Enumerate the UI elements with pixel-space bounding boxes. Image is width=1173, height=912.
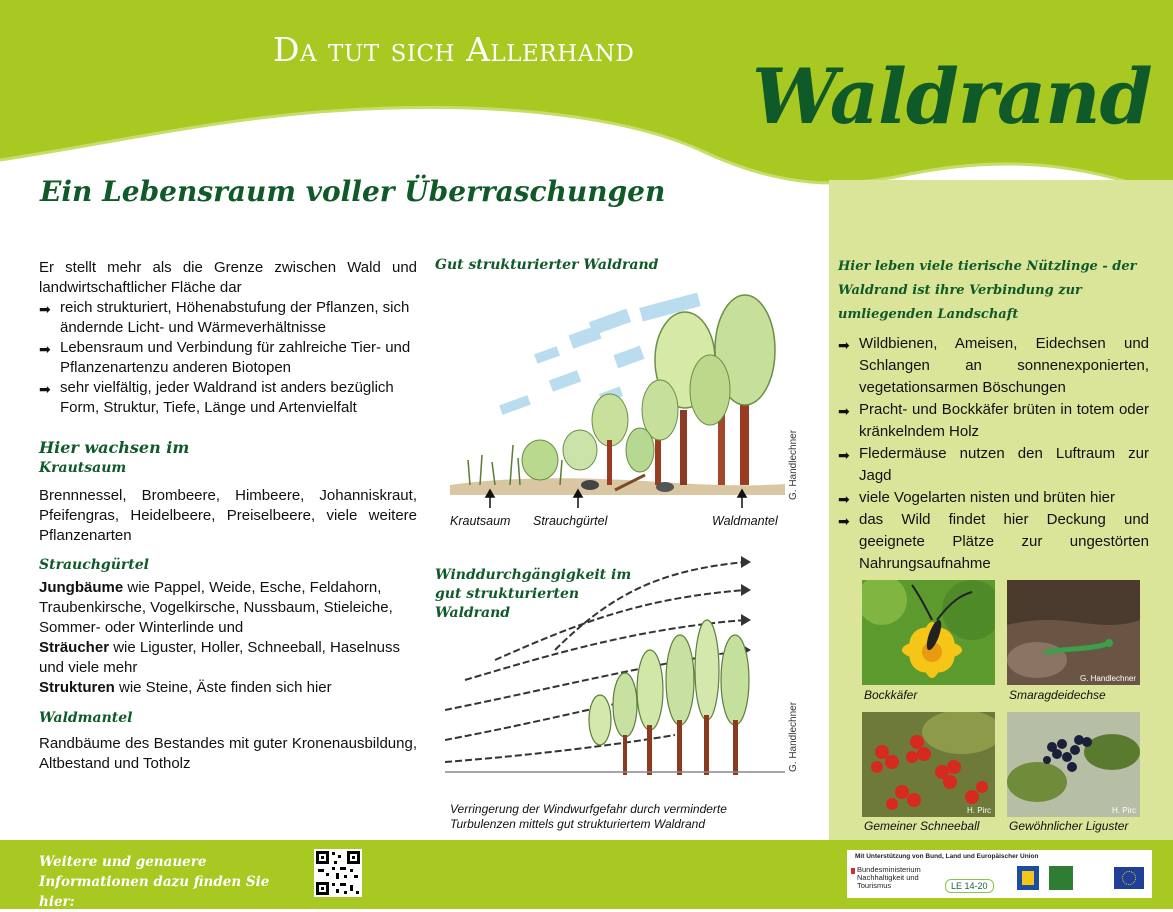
arrow-icon: ➡ [39, 381, 51, 397]
list-item: ➡ Fledermäuse nutzen den Luftraum zur Jagd [838, 445, 1149, 484]
list-item: ➡ viele Vogelarten nisten und brüten hier [838, 487, 1149, 509]
label-strauchguertel: Strauchgürtel [533, 514, 608, 528]
leader-logo-icon [1049, 866, 1073, 890]
krautsaum-text: Brennnessel, Brombeere, Himbeere, Johanniskraut, Pfeifengras, Heidelbeere, Preiselbeere, viele weitere Pflanzenarten [39, 487, 417, 544]
list-item: ➡ das Wild findet hier Deckung und geeignete Plätze zur ungestörten Nahrungsaufnahme [838, 511, 1149, 572]
caption-smaragdeidechse: Smaragdeidechse [1009, 688, 1106, 702]
wind-illustration [445, 550, 785, 780]
waldmantel-heading: Waldmantel [39, 710, 133, 726]
strauch-line: Sträucher wie Liguster, Holler, Schneeball, Haselnuss und viele mehr [39, 639, 401, 676]
arrow-icon: ➡ [838, 337, 850, 353]
photo-bockkaefer [862, 580, 995, 685]
right-heading: Hier leben viele tierische Nützlinge - der Waldrand ist ihre Verbindung zur umliegenden Landschaft [838, 259, 1137, 322]
page-title: Waldrand [752, 52, 1152, 141]
arrow-icon: ➡ [838, 403, 850, 419]
left-column [39, 258, 417, 774]
waldmantel-text: Randbäume des Bestandes mit guter Kronenausbildung, Altbestand und Totholz [39, 735, 417, 772]
photo-credit: H. Pirc [967, 806, 991, 815]
eu-fund-text [1079, 868, 1103, 890]
label-krautsaum: Krautsaum [450, 514, 511, 528]
illustration2-caption: Winddurchgängigkeit im gut strukturierten Waldrand [435, 567, 632, 621]
list-item: ➡ sehr vielfältig, jeder Waldrand ist anders bezüglich Form, Struktur, Tiefe, Länge und Artenvielfalt [39, 379, 394, 416]
list-item: ➡ Wildbienen, Ameisen, Eidechsen und Schlangen an sonnenexponierten, vegetationsarmen Böschungen [838, 335, 1149, 396]
krautsaum-heading: Krautsaum [39, 460, 127, 476]
arrow-icon: ➡ [39, 341, 51, 357]
header-kicker: Da tut sich Allerhand [273, 30, 635, 69]
intro-text: Er stellt mehr als die Grenze zwischen Wald und landwirtschaftlicher Fläche dar [39, 259, 417, 296]
qr-code-icon [314, 849, 362, 897]
photo-credit: G. Handlechner [1079, 674, 1136, 683]
sponsor-box [847, 850, 1152, 898]
arrow-icon: ➡ [838, 447, 850, 463]
intro-bullets [39, 298, 417, 418]
illustration2-credit: G. Handlechner [788, 701, 799, 772]
black-berries-image [1007, 712, 1140, 817]
list-item: ➡ Pracht- und Bockkäfer brüten in totem oder kränkelndem Holz [838, 401, 1149, 440]
strauch-text [39, 578, 417, 698]
right-bullets [838, 333, 1149, 575]
forest-edge-illustration [440, 290, 790, 510]
lower-austria-logo-icon [1017, 866, 1039, 890]
austria-flag-icon [851, 868, 855, 874]
arrow-icon: ➡ [39, 301, 51, 317]
strauch-line: Jungbäume wie Pappel, Weide, Esche, Feldahorn, Traubenkirsche, Vogelkirsche, Nussbaum, Stieleiche, Sommer- oder Winterlinde und [39, 579, 393, 636]
lizard-on-wood-image [1007, 580, 1140, 685]
list-item: ➡ Lebensraum und Verbindung für zahlreiche Tier- und Pflanzenartenzu anderen Biotopen [39, 339, 411, 376]
photo-liguster [1007, 712, 1140, 817]
ministry-logo: Bundesministerium Nachhaltigkeit und Tourismus [857, 865, 921, 890]
growth-heading: Hier wachsen im [39, 438, 190, 457]
list-item: ➡ reich strukturiert, Höhenabstufung der Pflanzen, sich ändernde Licht- und Wärmeverhältnisse [39, 299, 410, 336]
strauch-line: Strukturen wie Steine, Äste finden sich hier [39, 679, 332, 696]
main-heading: Ein Lebensraum voller Überraschungen [40, 175, 666, 208]
qr-code[interactable] [314, 849, 362, 897]
label-waldmantel: Waldmantel [712, 514, 778, 528]
red-berries-image [862, 712, 995, 817]
wind-note: Verringerung der Windwurfgefahr durch verminderte Turbulenzen mittels gut strukturiertem Waldrand [450, 802, 727, 831]
arrow-icon: ➡ [838, 491, 850, 507]
arrow-icon: ➡ [838, 513, 850, 529]
illustration1-credit: G. Handlechner [788, 429, 799, 500]
caption-bockkaefer: Bockkäfer [864, 688, 918, 702]
illustration1-caption: Gut strukturierter Waldrand [435, 257, 659, 273]
le-logo: LE 14-20 [945, 879, 994, 893]
caption-schneeball: Gemeiner Schneeball [864, 819, 980, 833]
photo-smaragdeidechse [1007, 580, 1140, 685]
photo-credit: H. Pirc [1112, 806, 1136, 815]
footer-info-text: Weitere und genauere Informationen dazu finden Sie hier: [39, 854, 270, 910]
photo-schneeball [862, 712, 995, 817]
beetle-on-flower-image [862, 580, 995, 685]
strauch-heading: Strauchgürtel [39, 557, 149, 573]
eu-flag-icon [1114, 867, 1144, 889]
caption-liguster: Gewöhnlicher Liguster [1009, 819, 1129, 833]
sponsor-heading: Mit Unterstützung von Bund, Land und Europäischer Union [855, 853, 1039, 860]
